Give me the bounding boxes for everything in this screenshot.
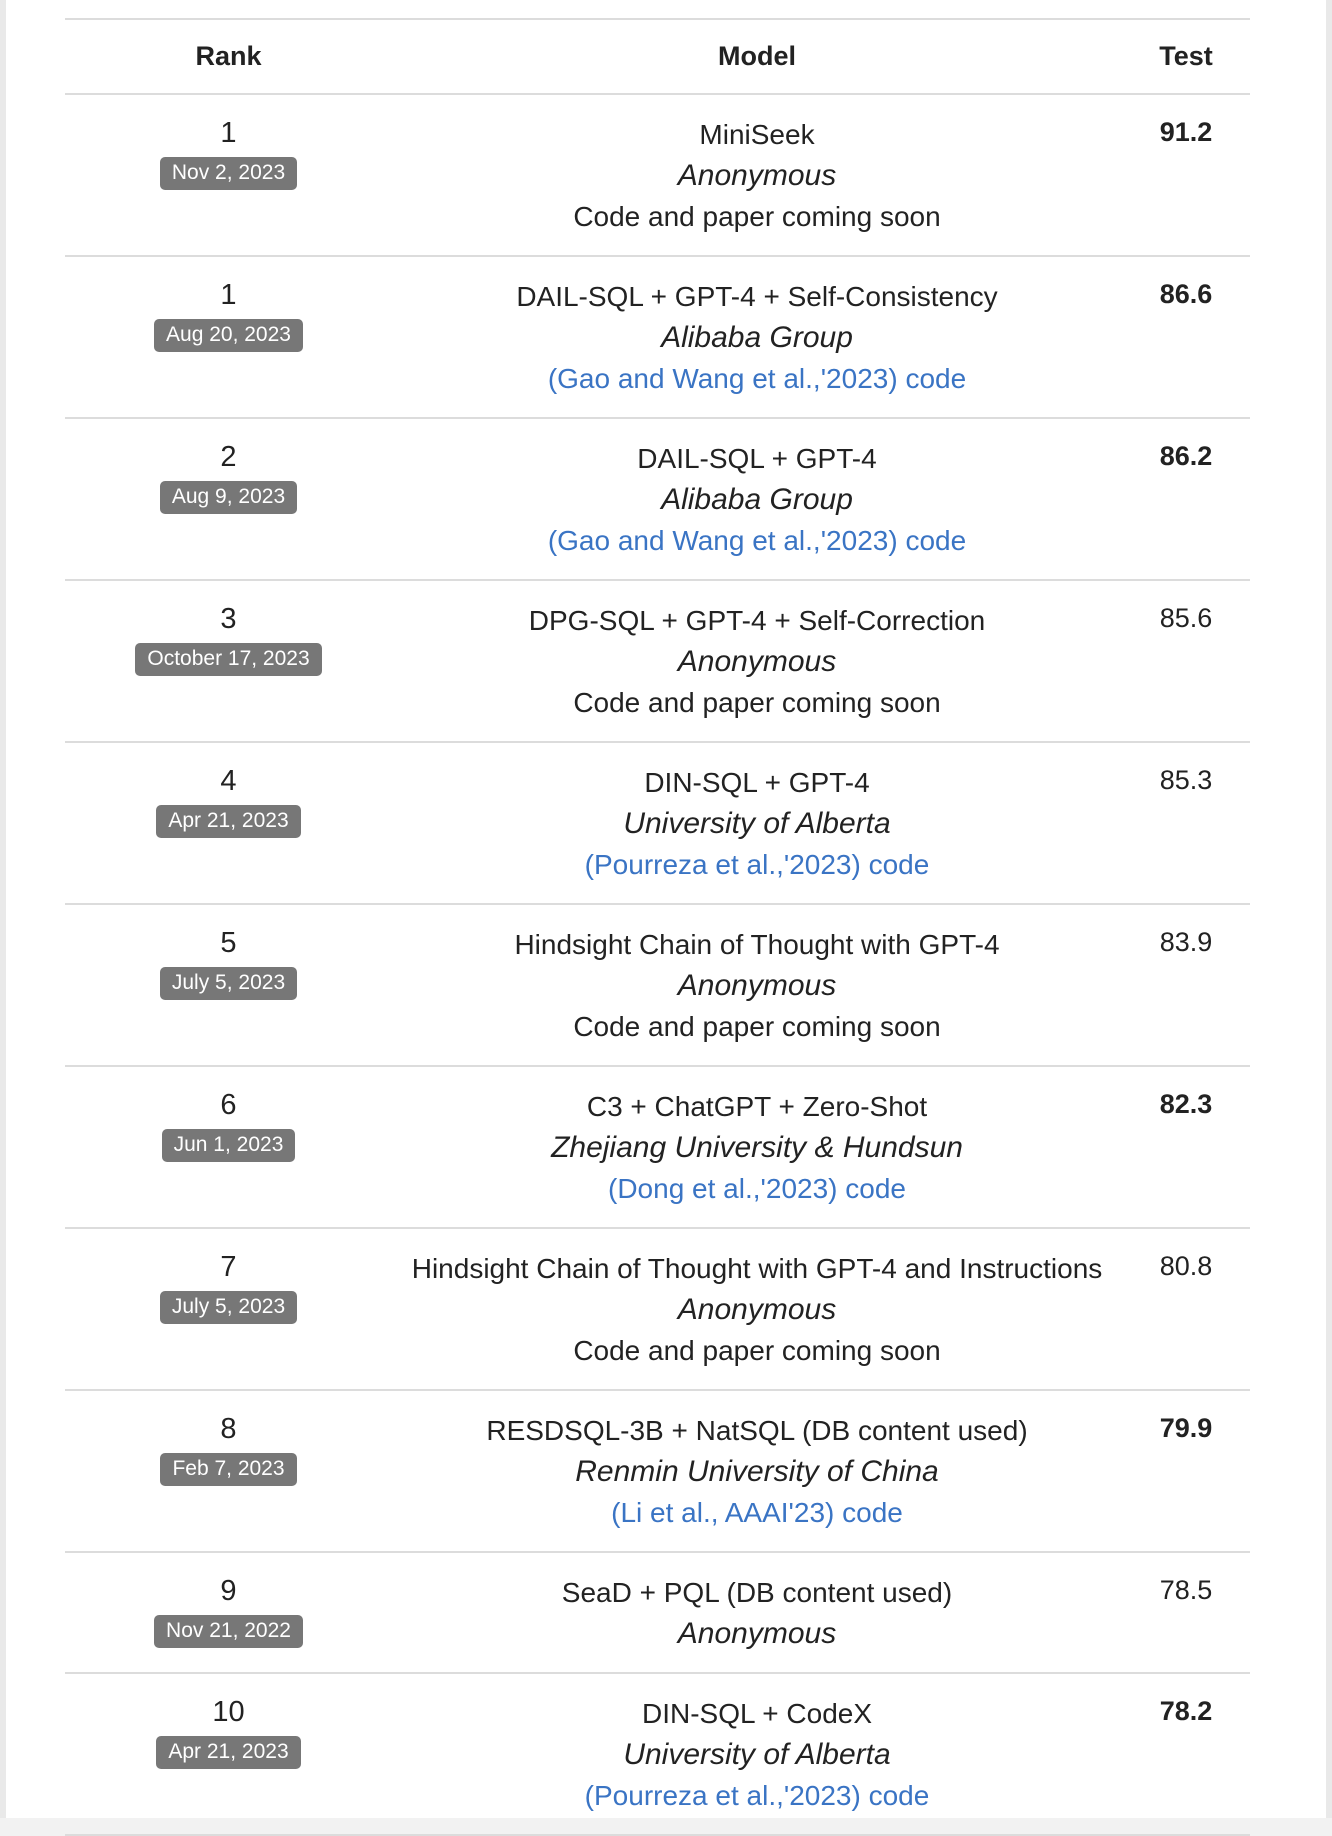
test-score-cell: [1122, 742, 1250, 904]
table-row: [65, 580, 1250, 742]
test-score: 78.5: [1159, 1575, 1213, 1605]
rank-cell: [65, 1390, 392, 1552]
organization: University of Alberta: [623, 807, 891, 840]
test-score: 82.3: [1159, 1089, 1213, 1119]
test-score-cell: [1122, 1228, 1250, 1390]
date-badge: Apr 21, 2023: [156, 1736, 300, 1769]
organization: Alibaba Group: [661, 321, 853, 354]
test-score-cell: [1122, 94, 1250, 256]
rank-cell: [65, 418, 392, 580]
test-score-cell: [1122, 1390, 1250, 1552]
model-name: RESDSQL-3B + NatSQL (DB content used): [486, 1415, 1028, 1446]
availability-note: Code and paper coming soon: [573, 201, 941, 232]
test-score: 85.3: [1159, 765, 1213, 795]
organization: Alibaba Group: [661, 483, 853, 516]
rank-cell: [65, 94, 392, 256]
table-row: [65, 1390, 1250, 1552]
rank-cell: [65, 1673, 392, 1835]
model-cell: [392, 94, 1122, 256]
model-name: DPG-SQL + GPT-4 + Self-Correction: [528, 605, 986, 636]
table-row: [65, 742, 1250, 904]
paper-code-link[interactable]: (Pourreza et al.,'2023) code: [584, 1780, 930, 1811]
test-header: Test: [1122, 19, 1250, 94]
date-badge: July 5, 2023: [160, 967, 297, 1000]
paper-code-link[interactable]: (Dong et al.,'2023) code: [608, 1173, 906, 1204]
paper-code-link[interactable]: (Li et al., AAAI'23) code: [611, 1497, 903, 1528]
availability-note: Code and paper coming soon: [573, 687, 941, 718]
organization: Anonymous: [677, 1617, 837, 1650]
date-badge: Apr 21, 2023: [156, 805, 300, 838]
leaderboard-body: [65, 94, 1250, 1835]
table-row: [65, 1228, 1250, 1390]
rank-number: 1: [220, 279, 237, 311]
model-name: DIN-SQL + CodeX: [641, 1698, 873, 1729]
model-cell: [392, 418, 1122, 580]
rank-cell: [65, 580, 392, 742]
model-cell: [392, 256, 1122, 418]
rank-number: 9: [220, 1575, 237, 1607]
availability-note: Code and paper coming soon: [573, 1335, 941, 1366]
test-score: 80.8: [1159, 1251, 1213, 1281]
test-score: 79.9: [1159, 1413, 1213, 1443]
date-badge: Aug 20, 2023: [154, 319, 303, 352]
rank-number: 5: [220, 927, 237, 959]
leaderboard-table: [65, 18, 1250, 1836]
table-row: [65, 1066, 1250, 1228]
rank-cell: [65, 256, 392, 418]
test-score: 86.2: [1159, 441, 1213, 471]
organization: Zhejiang University & Hundsun: [551, 1131, 963, 1164]
test-score-cell: [1122, 1552, 1250, 1673]
date-badge: Jun 1, 2023: [162, 1129, 296, 1162]
rank-number: 4: [220, 765, 237, 797]
rank-number: 8: [220, 1413, 237, 1445]
table-row: [65, 256, 1250, 418]
organization: Renmin University of China: [575, 1455, 939, 1488]
rank-header: Rank: [65, 19, 392, 94]
model-cell: [392, 1066, 1122, 1228]
rank-number: 3: [220, 603, 237, 635]
test-score: 78.2: [1159, 1696, 1213, 1726]
table-row: [65, 1552, 1250, 1673]
model-name: MiniSeek: [699, 119, 815, 150]
availability-note: Code and paper coming soon: [573, 1011, 941, 1042]
test-score: 85.6: [1159, 603, 1213, 633]
rank-cell: [65, 904, 392, 1066]
test-score-cell: [1122, 418, 1250, 580]
test-score-cell: [1122, 256, 1250, 418]
date-badge: Nov 2, 2023: [160, 157, 297, 190]
model-name: DAIL-SQL + GPT-4: [637, 443, 877, 474]
model-cell: [392, 1390, 1122, 1552]
test-score: 91.2: [1159, 117, 1213, 147]
model-header: Model: [392, 19, 1122, 94]
rank-cell: [65, 1066, 392, 1228]
paper-code-link[interactable]: (Gao and Wang et al.,'2023) code: [547, 525, 967, 556]
rank-cell: [65, 1552, 392, 1673]
organization: Anonymous: [677, 645, 837, 678]
rank-cell: [65, 1228, 392, 1390]
table-row: [65, 1673, 1250, 1835]
paper-code-link[interactable]: (Pourreza et al.,'2023) code: [584, 849, 930, 880]
date-badge: Nov 21, 2022: [154, 1615, 303, 1648]
test-score: 86.6: [1159, 279, 1213, 309]
model-cell: [392, 1228, 1122, 1390]
organization: Anonymous: [677, 159, 837, 192]
test-score-cell: [1122, 580, 1250, 742]
paper-code-link[interactable]: (Gao and Wang et al.,'2023) code: [547, 363, 967, 394]
model-name: Hindsight Chain of Thought with GPT-4: [514, 929, 1000, 960]
rank-number: 7: [220, 1251, 237, 1283]
rank-number: 2: [220, 441, 237, 473]
test-score-cell: [1122, 904, 1250, 1066]
table-row: [65, 418, 1250, 580]
model-name: DIN-SQL + GPT-4: [644, 767, 870, 798]
date-badge: Aug 9, 2023: [160, 481, 297, 514]
test-score-cell: [1122, 1066, 1250, 1228]
date-badge: Feb 7, 2023: [160, 1453, 296, 1486]
rank-cell: [65, 742, 392, 904]
organization: Anonymous: [677, 1293, 837, 1326]
model-cell: [392, 580, 1122, 742]
model-name: Hindsight Chain of Thought with GPT-4 and Instructions: [411, 1253, 1103, 1284]
test-score: 83.9: [1159, 927, 1213, 957]
organization: Anonymous: [677, 969, 837, 1002]
model-cell: [392, 1673, 1122, 1835]
rank-number: 10: [212, 1696, 245, 1728]
model-cell: [392, 742, 1122, 904]
table-row: [65, 904, 1250, 1066]
test-score-cell: [1122, 1673, 1250, 1835]
rank-number: 1: [220, 117, 237, 149]
organization: University of Alberta: [623, 1738, 891, 1771]
date-badge: July 5, 2023: [160, 1291, 297, 1324]
table-row: [65, 94, 1250, 256]
model-name: DAIL-SQL + GPT-4 + Self-Consistency: [516, 281, 998, 312]
model-name: SeaD + PQL (DB content used): [561, 1577, 953, 1608]
date-badge: October 17, 2023: [135, 643, 321, 676]
rank-number: 6: [220, 1089, 237, 1121]
model-cell: [392, 904, 1122, 1066]
left-edge: [0, 0, 6, 1818]
model-name: C3 + ChatGPT + Zero-Shot: [586, 1091, 928, 1122]
right-edge: [1326, 0, 1332, 1818]
header-row: [65, 19, 1250, 94]
model-cell: [392, 1552, 1122, 1673]
